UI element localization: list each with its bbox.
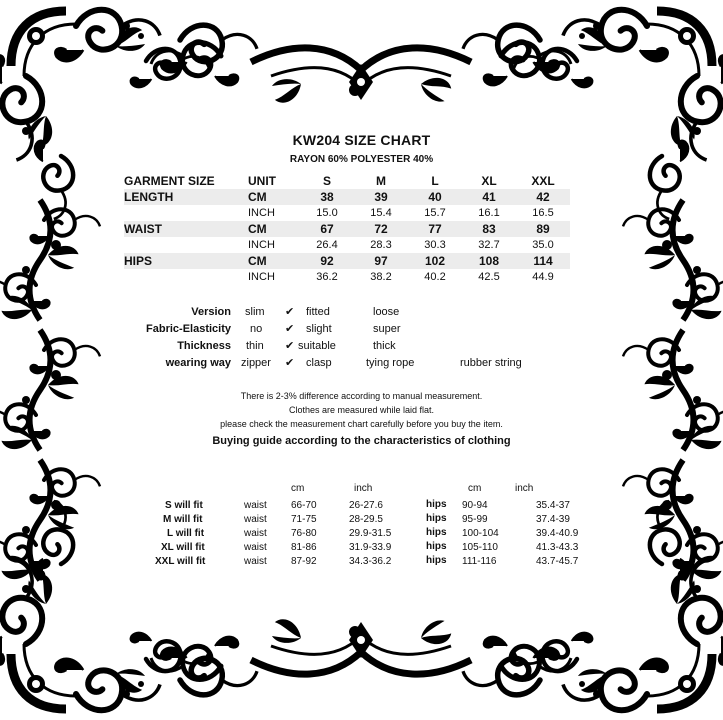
waist-inch: 26-27.6: [349, 500, 383, 511]
table-row: [124, 269, 570, 285]
cell-value: 42: [516, 189, 570, 205]
header-unit: UNIT: [248, 174, 276, 188]
attribute-label: Version: [191, 306, 231, 318]
row-label: [124, 205, 248, 221]
header-waist-inch: inch: [354, 483, 373, 494]
waist-label: waist: [244, 500, 267, 511]
cell-value: 36.2: [316, 271, 338, 283]
header-garment-size: GARMENT SIZE: [124, 174, 215, 188]
table-row: [124, 253, 570, 269]
note-line: please check the measurement chart carefully before you buy the item.: [220, 419, 503, 429]
hips-inch: 35.4-37: [536, 500, 570, 511]
header-hips-inch: inch: [515, 483, 534, 494]
cell-value: 39: [354, 189, 408, 205]
check-icon: ✔: [285, 306, 295, 318]
fit-row-label: XXL will fit: [155, 556, 206, 567]
cell-value: 26.4: [316, 239, 338, 251]
header-size-s: S: [322, 174, 331, 188]
attribute-option: zipper: [241, 357, 271, 369]
fit-row-label: L will fit: [167, 528, 205, 539]
cell-value: 35.0: [532, 239, 554, 251]
size-table-header: [124, 173, 570, 189]
material-composition: RAYON 60% POLYESTER 40%: [289, 154, 434, 165]
hips-label: hips: [426, 527, 447, 538]
cell-value: 77: [408, 221, 462, 237]
table-row: [124, 221, 570, 237]
cell-value: 44.9: [532, 271, 554, 283]
waist-label: waist: [244, 528, 267, 539]
row-unit: INCH: [248, 207, 275, 219]
attribute-option: no: [250, 323, 263, 335]
table-row: [124, 205, 570, 221]
fit-row-label: M will fit: [163, 514, 203, 525]
row-unit: CM: [248, 221, 300, 237]
attribute-label: Thickness: [177, 340, 231, 352]
attribute-option: fitted: [306, 306, 330, 318]
waist-cm: 81-86: [291, 542, 317, 553]
cell-value: 67: [300, 221, 354, 237]
hips-cm: 105-110: [462, 542, 498, 553]
hips-label: hips: [426, 513, 447, 524]
cell-value: 15.4: [370, 207, 392, 219]
cell-value: 92: [300, 253, 354, 269]
cell-value: 114: [516, 253, 570, 269]
cell-value: 40: [408, 189, 462, 205]
waist-cm: 87-92: [291, 556, 317, 567]
hips-inch: 37.4-39: [536, 514, 570, 525]
cell-value: 16.1: [478, 207, 500, 219]
waist-inch: 29.9-31.5: [349, 528, 392, 539]
table-row: [124, 237, 570, 253]
waist-inch: 28-29.5: [349, 514, 383, 525]
attribute-option: slim: [245, 306, 265, 318]
hips-inch: 43.7-45.7: [536, 556, 579, 567]
cell-value: 40.2: [424, 271, 446, 283]
attribute-label: Fabric-Elasticity: [146, 323, 231, 335]
hips-label: hips: [426, 499, 447, 510]
waist-inch: 31.9-33.9: [349, 542, 392, 553]
waist-label: waist: [244, 542, 267, 553]
attribute-label: wearing way: [165, 357, 231, 369]
check-icon: ✔: [285, 357, 295, 369]
size-table: [124, 173, 570, 285]
cell-value: 38: [300, 189, 354, 205]
attribute-option: thin: [246, 340, 264, 352]
row-unit: INCH: [248, 271, 275, 283]
attribute-option: thick: [373, 340, 396, 352]
cell-value: 16.5: [532, 207, 554, 219]
attribute-option: rubber string: [460, 357, 522, 369]
header-size-m: M: [376, 174, 386, 188]
cell-value: 102: [408, 253, 462, 269]
hips-inch: 41.3-43.3: [536, 542, 579, 553]
header-size-l: L: [431, 174, 439, 188]
note-line: Clothes are measured while laid flat.: [288, 405, 435, 415]
buying-guide-title: Buying guide according to the characteristics of clothing: [212, 435, 511, 447]
row-label: [124, 269, 248, 285]
cell-value: 97: [354, 253, 408, 269]
waist-label: waist: [244, 514, 267, 525]
waist-cm: 71-75: [291, 514, 317, 525]
waist-label: waist: [244, 556, 267, 567]
table-row: [124, 189, 570, 205]
waist-cm: 66-70: [291, 500, 317, 511]
cell-value: 32.7: [478, 239, 500, 251]
cell-value: 83: [462, 221, 516, 237]
header-size-xxl: XXL: [531, 174, 555, 188]
cell-value: 15.7: [424, 207, 446, 219]
note-line: There is 2-3% difference according to manual measurement.: [240, 391, 483, 401]
row-label: [124, 237, 248, 253]
waist-cm: 76-80: [291, 528, 317, 539]
attribute-option: clasp: [306, 357, 332, 369]
attribute-option: super: [373, 323, 401, 335]
row-label: LENGTH: [124, 189, 248, 205]
cell-value: 30.3: [424, 239, 446, 251]
hips-label: hips: [426, 555, 447, 566]
hips-cm: 90-94: [462, 500, 488, 511]
check-icon: ✔: [285, 340, 295, 352]
cell-value: 42.5: [478, 271, 500, 283]
row-unit: CM: [248, 253, 300, 269]
fit-row-label: XL will fit: [161, 542, 205, 553]
cell-value: 108: [462, 253, 516, 269]
attribute-option: loose: [373, 306, 400, 318]
row-label: HIPS: [124, 253, 248, 269]
cell-value: 72: [354, 221, 408, 237]
cell-value: 38.2: [370, 271, 392, 283]
hips-inch: 39.4-40.9: [536, 528, 579, 539]
chart-title: KW204 SIZE CHART: [292, 132, 431, 148]
header-size-xl: XL: [481, 174, 497, 188]
cell-value: 28.3: [370, 239, 392, 251]
attribute-option: tying rope: [366, 357, 415, 369]
cell-value: 15.0: [316, 207, 338, 219]
attribute-option: slight: [306, 323, 332, 335]
row-unit: CM: [248, 189, 300, 205]
attribute-option: suitable: [298, 340, 336, 352]
header-waist-cm: cm: [291, 483, 305, 494]
hips-label: hips: [426, 541, 447, 552]
row-label: WAIST: [124, 221, 248, 237]
cell-value: 41: [462, 189, 516, 205]
fit-row-label: S will fit: [165, 500, 203, 511]
cell-value: 89: [516, 221, 570, 237]
check-icon: ✔: [285, 323, 295, 335]
waist-inch: 34.3-36.2: [349, 556, 392, 567]
hips-cm: 100-104: [462, 528, 499, 539]
hips-cm: 111-116: [462, 556, 497, 567]
hips-cm: 95-99: [462, 514, 488, 525]
row-unit: INCH: [248, 239, 275, 251]
header-hips-cm: cm: [468, 483, 482, 494]
